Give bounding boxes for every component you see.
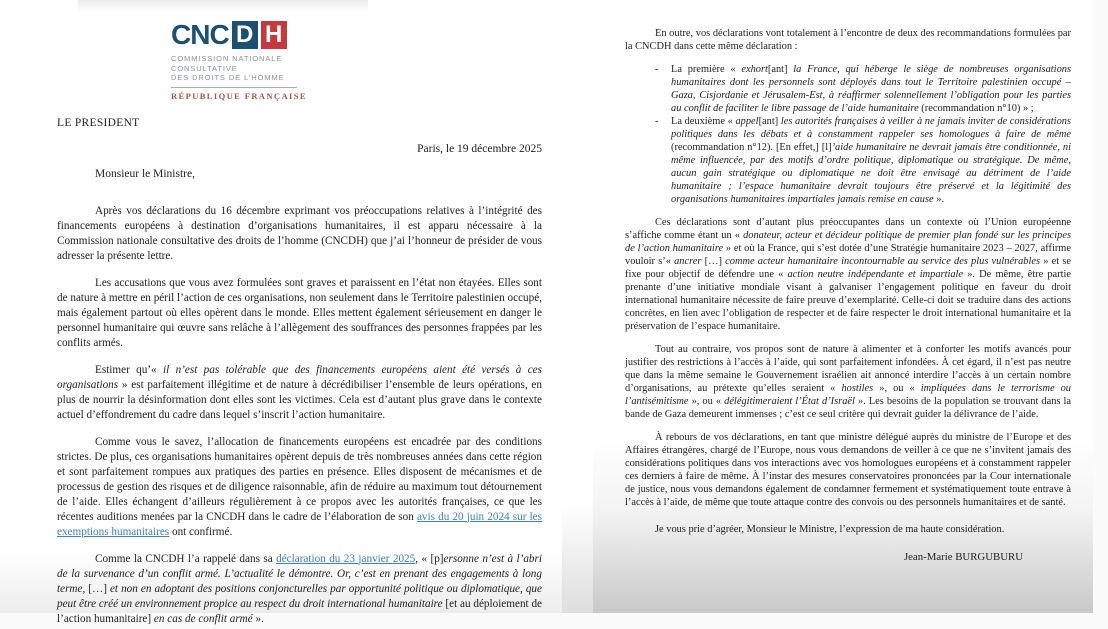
text-segment: […]: [88, 582, 110, 595]
text-segment: ».: [936, 194, 945, 205]
logo-subtitle-line-2: CONSULTATIVE: [171, 63, 238, 73]
paragraph: [625, 431, 1071, 509]
text-segment: Comme la CNCDH l’a rappelé dans sa: [95, 552, 277, 565]
paragraph: [625, 27, 1071, 53]
text-segment: » et où la France, qui s’est dotée d’une Stratégie humanitaire 2023 – 2027, affirme vouloir s’«: [625, 243, 1071, 267]
italic-text-segment: ’aide humanitaire ne devrait jamais être conditionnée, ni même influencée, par des motifs d’ordre politique, diplomatique ou stratégique. De même, aucun gain stratégique ou diplomatique ne doit être envisagé au détriment de l’aide humanitaire ; l’espace humanitaire devrait toujours être préservé et la légitimité des organisations humanitaires impartiales jamais remise en cause: [671, 142, 1072, 205]
text-segment: [et au déploiement de l’action humanitaire]: [57, 597, 543, 625]
text-segment: », ou «: [879, 383, 921, 394]
text-segment: Estimer qu’«: [95, 363, 164, 376]
italic-text-segment: donateur, acteur et décideur politique de premier plan fondé sur les principes de l’action humanitaire: [625, 230, 1071, 254]
logo-subtitle-line-3: DES DROITS DE L’HOMME: [171, 73, 285, 82]
cncdh-logo-wordmark: [171, 20, 301, 49]
italic-text-segment: en cas de conflit armé: [153, 612, 256, 625]
logo-subtitle-line-1: COMMISSION NATIONALE: [171, 54, 283, 63]
text-segment: (recommandation n°12). [En effet,] [l]: [671, 142, 832, 153]
list-item: [625, 115, 1071, 206]
text-segment: ont confirmé.: [169, 525, 233, 538]
italic-text-segment: impliquées dans le terrorisme ou l’antisémitisme: [625, 383, 1071, 407]
logo-subtitle: [171, 54, 301, 83]
italic-text-segment: la France, qui héberge le siège de nombreuses organisations humanitaires dont les personnels sont déployés dans tout le Territoire palestinien occupé – Gaza, Cisjordanie et Jérusalem-Est, à réaffirmer solennellement l’obligation pour les parties au conflit de faciliter le libre passage de l’aide humanitaire: [671, 64, 1072, 114]
italic-text-segment: appel: [735, 116, 759, 127]
text-segment: La première «: [671, 64, 742, 75]
letter-page-2: [593, 0, 1093, 613]
dash-marker: -: [655, 64, 659, 75]
italic-text-segment: hostiles: [841, 383, 880, 394]
text-segment: […]: [704, 256, 726, 267]
salutation: Monsieur le Ministre,: [95, 167, 195, 180]
list-item-text: [671, 115, 1071, 206]
list-item-text: [671, 63, 1071, 115]
letter-body-page-2: [625, 27, 1071, 563]
sender-title: LE PRESIDENT: [57, 116, 140, 129]
italic-text-segment: il n’est pas tolérable que des financements européens aient été versés à ces organisations: [57, 363, 542, 391]
logo-text-cnc: CNC: [171, 19, 229, 50]
text-segment: ».: [255, 612, 264, 625]
text-segment: ». Les besoins de la population se trouvant dans la bande de Gaza demeurent immenses ; c’est ce seul critère qui devrait guider la délivrance de l’aide.: [625, 396, 1072, 420]
italic-text-segment: les autorités françaises à veiller à ne jamais inviter de considérations politiques dans les débats et à constamment rappeler ses homologues à faire de même: [671, 116, 1071, 140]
document-link[interactable]: avis du 20 juin 2024 sur les exemptions humanitaires: [57, 510, 542, 538]
paragraph: [625, 216, 1071, 333]
italic-text-segment: action neutre indépendante et impartiale: [787, 269, 968, 280]
text-segment: Tout au contraire, vos propos sont de nature à alimenter et à conforter les motifs avancés pour justifier des restrictions à l’accès à l’aide, qui sont parfaitement infondées. À cet égard, il n’est pas neutre que dans la même semaine le Gouvernement israélien ait annoncé interdire l’accès à un certain nombre d’organisations, au prétexte qu’elles seraient «: [625, 344, 1071, 394]
italic-text-segment: délégitimeraient l’État d’Israël: [724, 396, 858, 407]
text-segment: Comme vous le savez, l’allocation de financements européens est encadrée par des conditions strictes. De plus, ces organisations humanitaires opèrent depuis de très nombreuses années dans cette région et sont parfaitement rompues aux pratiques des parties en présence. Elles disposent de mécanismes et de processus de gestion des risques et de diligence raisonnable, afin de réduire au maximum tout détournement de l’aide. Elles échangent d’ailleurs régulièrement à ce propos avec les autorités françaises, ce que les récentes auditions menées par la CNCDH dans le cadre de l’élaboration de son: [57, 435, 542, 523]
italic-text-segment: et non en adoptant des positions conjoncturelles par opportunité politique ou diplomatique, que peut être créé un environnement propice au respect du droit international humanitaire: [57, 582, 542, 610]
italic-text-segment: exhort: [741, 64, 768, 75]
text-segment: » est parfaitement illégitime et de nature à décrédibiliser l’ensemble de leurs opérations, en plus de nourrir la désinformation dont elles sont les victimes. Cela est d’autant plus grave dans le contexte actuel d’effondrement du cadre dans lequel s’inscrit l’action humanitaire.: [57, 378, 542, 421]
text-segment: En outre, vos déclarations vont totalement à l’encontre de deux des recommandations formulées par la CNCDH dans cette même déclaration :: [625, 28, 1071, 52]
text-segment: , « [p]: [415, 552, 444, 565]
paragraph: [57, 435, 542, 540]
text-segment: [ant]: [758, 116, 779, 127]
document-link[interactable]: déclaration du 23 janvier 2025: [276, 552, 416, 565]
page-gap: [562, 0, 593, 613]
paragraph: [57, 276, 542, 351]
dateline: Paris, le 19 décembre 2025: [417, 142, 542, 155]
italic-text-segment: ersonne n’est à l’abri de la survenance d’un conflit armé. L’actualité le démontre. Or, c’est en prenant des engagements à long terme,: [57, 552, 542, 595]
list-item: [625, 63, 1071, 115]
text-segment: À rebours de vos déclarations, en tant que ministre délégué auprès du ministre de l’Europe et des Affaires étrangères, chargé de l’Europe, nous vous demandons de veiller à ce que ne s’invitent jamais des considérations politiques dans vos interactions avec vos homologues européens et à constamment rappeler ces derniers à faire de même. À l’instar des mesures conservatoires prononcées par la Cour internationale de justice, nous vous demandons également de condamner fermement et systématiquement toute entrave à l’accès à l’aide, de même que toute attaque contre des convois ou des personnels humanitaires et de santé.: [625, 432, 1071, 508]
paragraph: [57, 363, 542, 423]
text-segment: Ces déclarations sont d’autant plus préoccupantes dans un contexte où l’Union européenne s’affiche comme étant un «: [625, 217, 1071, 241]
text-segment: » et se fixe pour objectif de défendre une «: [625, 256, 1071, 280]
recommendations-list: [625, 63, 1071, 206]
text-segment: (recommandation n°10) » ;: [921, 103, 1034, 114]
dash-marker: -: [655, 116, 659, 127]
italic-text-segment: comme acteur humanitaire incontournable au service des plus vulnérables: [725, 256, 1044, 267]
letter-body-page-1: [57, 204, 542, 627]
logo-box-d: D: [232, 21, 258, 49]
logo-divider: [171, 87, 297, 88]
text-segment: Les accusations que vous avez formulées sont graves et paraissent en l’état non étayées. Elles sont de nature à mettre en péril l’action de ces organisations, non seulement dans le Territoire palestinien occupé, mais également partout où elles opèrent dans le monde. Elles mettent également sérieusement en danger le personnel humanitaire qui œuvre sans relâche à l’allègement des souffrances des personnes frappées par les conflits armés.: [57, 276, 542, 349]
text-segment: ». De même, être partie prenante d’une initiative mondiale visant à galvaniser l’engagement politique en faveur du droit international humanitaire nécessite de faire preuve d’exemplarité. Celle-ci doit se traduire dans des actions concrètes, en lien avec l’obligation de respecter et de faire respecter le droit international humanitaire et la préservation de l’espace humanitaire.: [625, 269, 1072, 332]
cncdh-logo: [171, 19, 307, 101]
closing-formula: Je vous prie d’agréer, Monsieur le Ministre, l’expression de ma haute considération.: [655, 524, 1005, 535]
text-segment: », ou «: [691, 396, 725, 407]
text-segment: La deuxième «: [671, 116, 736, 127]
paragraph: [57, 204, 542, 264]
text-segment: Après vos déclarations du 16 décembre exprimant vos préoccupations relatives à l’intégrité des financements européens à destination d’organisations humanitaires, il est apparu nécessaire à la Commission nationale consultative des droits de l’homme (CNCDH) que j’ai l’honneur de présider de vous adresser la présente lettre.: [57, 204, 542, 262]
logo-republique-francaise: RÉPUBLIQUE FRANÇAISE: [171, 90, 307, 101]
paragraph: [625, 343, 1071, 421]
signature-name: Jean-Marie BURGUBURU: [903, 551, 1023, 563]
paragraph: [57, 552, 542, 627]
text-segment: [ant]: [767, 64, 788, 75]
italic-text-segment: ancrer: [674, 256, 705, 267]
logo-box-h: H: [261, 21, 287, 49]
